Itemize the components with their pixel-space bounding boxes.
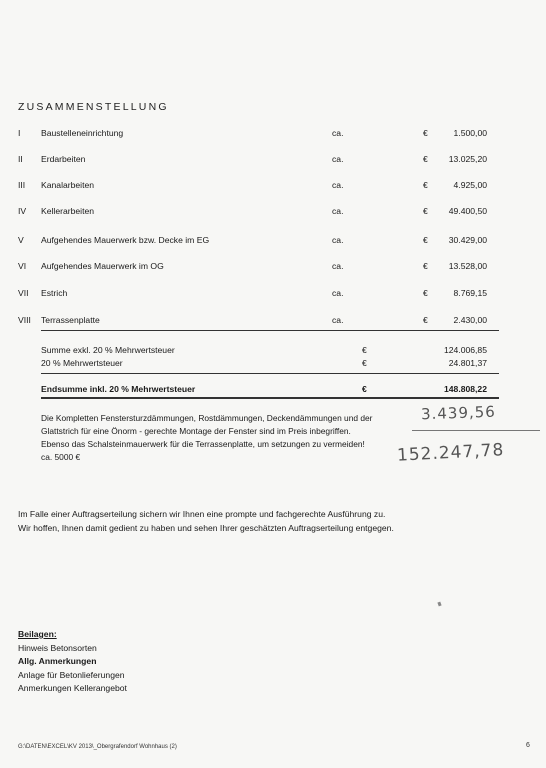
item-currency: € [423,288,428,298]
item-currency: € [423,315,428,325]
item-approx: ca. [332,315,344,325]
cost-item-row [0,128,546,142]
item-amount: 49.400,50 [448,206,487,216]
page-number: 6 [526,742,530,749]
item-description: Erdarbeiten [41,154,86,164]
item-number: II [18,154,23,164]
attachment-item: Anmerkungen Kellerangebot [18,683,127,693]
item-amount: 8.769,15 [453,288,487,298]
total-underline [41,397,499,399]
item-description: Aufgehendes Mauerwerk im OG [41,261,164,271]
item-number: VIII [18,315,31,325]
cost-item-row [0,261,546,275]
item-amount: 4.925,00 [453,180,487,190]
item-description: Estrich [41,288,68,298]
item-amount: 1.500,00 [453,128,487,138]
item-description: Kanalarbeiten [41,180,95,190]
item-currency: € [423,261,428,271]
item-currency: € [423,180,428,190]
total-currency: € [362,384,367,394]
handwritten-value-1: 3.439,56 [420,402,497,424]
item-amount: 2.430,00 [453,315,487,325]
cost-item-row [0,315,546,329]
item-amount: 30.429,00 [448,235,487,245]
item-description: Aufgehendes Mauerwerk bzw. Decke im EG [41,235,210,245]
note-line: ca. 5000 € [41,452,81,462]
closing-line: Wir hoffen, Ihnen damit gedient zu haben und sehen Ihrer geschätzten Auftragserteilung entgegen. [18,523,394,533]
item-number: III [18,180,26,190]
item-approx: ca. [332,128,344,138]
file-path: G:\DATEN\EXCEL\KV 2013\_Obergrafendorf Wohnhaus (2) [18,744,177,750]
item-currency: € [423,235,428,245]
item-amount: 13.025,20 [448,154,487,164]
included-works-note [41,412,411,464]
cost-item-row [0,206,546,220]
cost-item-row [0,154,546,168]
item-approx: ca. [332,180,344,190]
item-number: V [18,235,24,245]
item-number: VI [18,261,27,271]
item-description: Kellerarbeiten [41,206,95,216]
item-number: I [18,128,21,138]
item-currency: € [423,206,428,216]
vat-amount: 24.801,37 [448,358,487,368]
attachments-heading: Beilagen: [18,629,57,639]
item-number: VII [18,288,29,298]
total-amount: 148.808,22 [443,384,487,394]
net-sum-label: Summe exkl. 20 % Mehrwertsteuer [41,345,175,355]
note-line: Die Kompletten Fenstersturzdämmungen, Rostdämmungen, Deckendämmungen und der [41,413,373,423]
closing-line: Im Falle einer Auftragserteilung sichern wir Ihnen eine prompte und fachgerechte Ausführung zu. [18,509,386,519]
vat-label: 20 % Mehrwertsteuer [41,358,123,368]
attachment-item: Allg. Anmerkungen [18,656,97,666]
item-number: IV [18,206,27,216]
item-approx: ca. [332,154,344,164]
item-approx: ca. [332,288,344,298]
item-approx: ca. [332,235,344,245]
attachments-list [18,628,127,696]
net-sum-currency: € [362,345,367,355]
cost-item-row [0,235,546,249]
item-approx: ca. [332,261,344,271]
item-currency: € [423,154,428,164]
handwritten-line [412,430,540,431]
cost-item-row [0,288,546,302]
total-label: Endsumme inkl. 20 % Mehrwertsteuer [41,384,196,394]
section-heading: ZUSAMMENSTELLUNG [18,101,169,113]
cost-item-row [0,180,546,194]
note-line: Ebenso das Schalsteinmauerwerk für die Terrassenplatte, um setzungen zu vermeiden! [41,439,365,449]
vat-currency: € [362,358,367,368]
net-sum-amount: 124.006,85 [443,345,487,355]
item-description: Terrassenplatte [41,315,100,325]
item-currency: € [423,128,428,138]
attachment-item: Hinweis Betonsorten [18,642,97,653]
scan-mark [437,602,441,607]
items-divider [41,330,499,331]
handwritten-value-2: 152.247,78 [396,440,505,466]
item-approx: ca. [332,206,344,216]
item-description: Baustelleneinrichtung [41,128,124,138]
vat-divider [41,373,499,374]
attachment-item: Anlage für Betonlieferungen [18,669,125,680]
note-line: Glattstrich für eine Önorm - gerechte Montage der Fenster sind im Preis inbegriffen. [41,426,351,436]
closing-text [18,507,394,535]
item-amount: 13.528,00 [448,261,487,271]
